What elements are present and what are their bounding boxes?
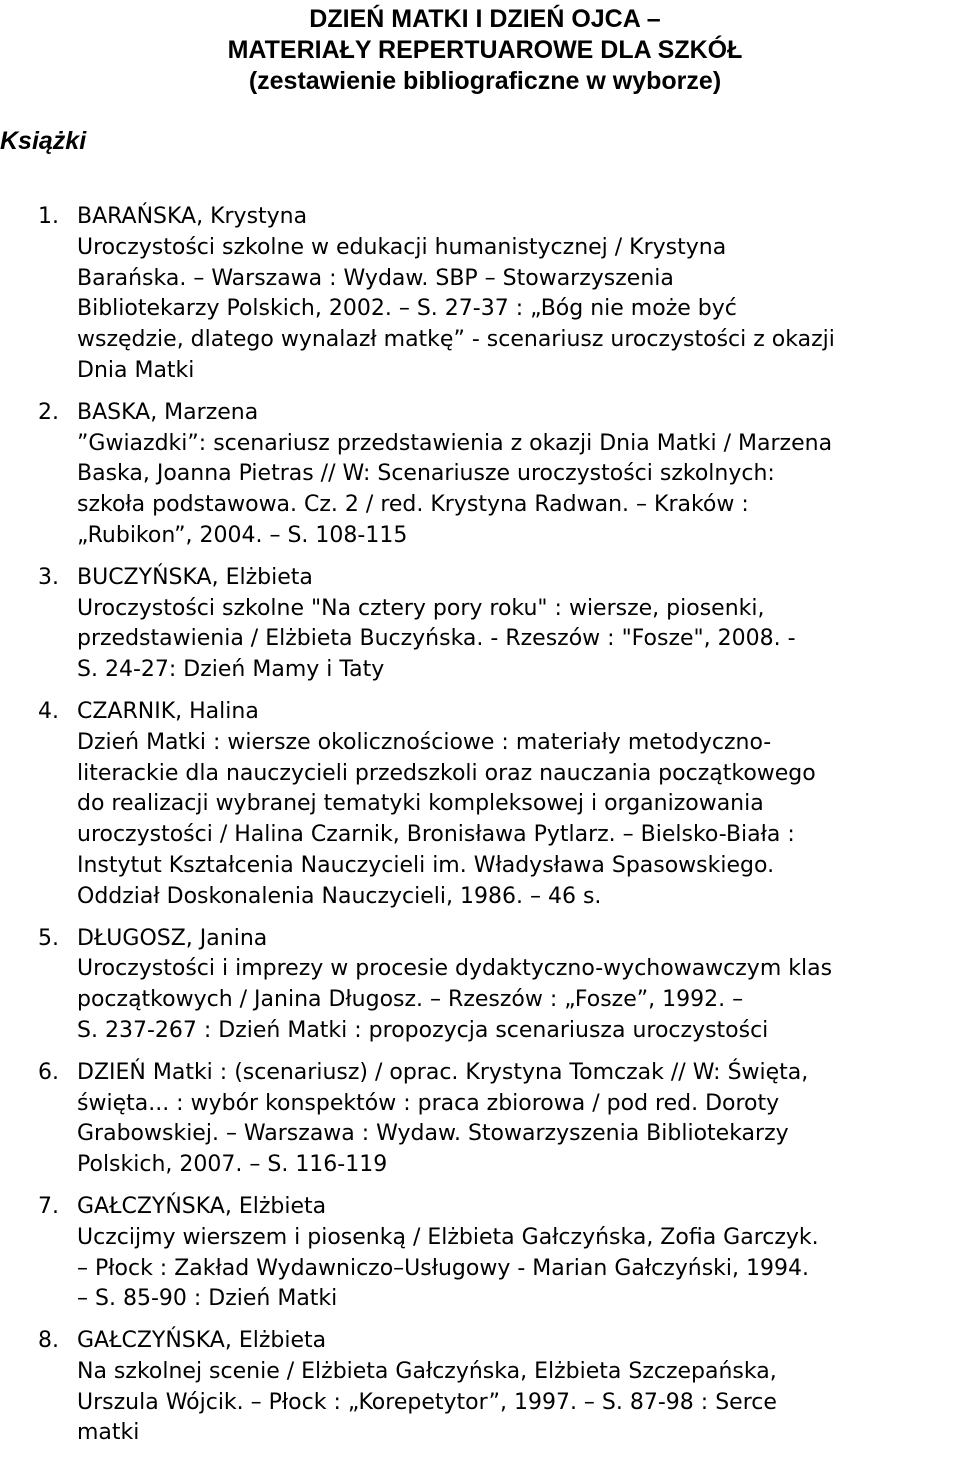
entry-line: BASKA, Marzena <box>77 399 259 425</box>
section-title-books: Książki <box>0 127 87 155</box>
entry-line: – S. 85-90 : Dzień Matki <box>77 1286 338 1312</box>
entry-line: Instytut Kształcenia Nauczycieli im. Władysława Spasowskiego. <box>77 852 775 878</box>
entry-line: Uroczystości i imprezy w procesie dydaktyczno-wychowawczym klas <box>77 956 833 982</box>
entry-line: Oddział Doskonalenia Nauczycieli, 1986. – 46 s. <box>77 883 602 909</box>
entry-line: Baska, Joanna Pietras // W: Scenariusze uroczystości szkolnych: <box>77 461 775 487</box>
entry-line: DZIEŃ Matki : (scenariusz) / oprac. Krystyna Tomczak // W: Święta, <box>77 1059 809 1085</box>
entry-line: Urszula Wójcik. – Płock : „Korepetytor”, 1997. – S. 87-98 : Serce <box>77 1389 777 1415</box>
bibliography-entry <box>0 1192 960 1315</box>
entry-line: BARAŃSKA, Krystyna <box>77 204 308 229</box>
entry-number: 4. <box>38 698 59 724</box>
entry-line: GAŁCZYŃSKA, Elżbieta <box>77 1328 327 1354</box>
entry-number: 6. <box>38 1059 59 1085</box>
entry-line: „Rubikon”, 2004. – S. 108-115 <box>77 522 408 548</box>
entry-line: do realizacji wybranej tematyki kompleksowej i organizowania <box>77 791 764 817</box>
entry-line: uroczystości / Halina Czarnik, Bronisława Pytlarz. – Bielsko-Biała : <box>77 822 795 848</box>
entry-line: Dnia Matki <box>77 357 195 383</box>
entry-number: 8. <box>38 1328 59 1354</box>
entry-line: – Płock : Zakład Wydawniczo–Usługowy - Marian Gałczyński, 1994. <box>77 1255 810 1281</box>
entry-line: BUCZYŃSKA, Elżbieta <box>77 564 313 590</box>
bibliography-entry <box>0 924 960 1047</box>
entry-line: Grabowskiej. – Warszawa : Wydaw. Stowarzyszenia Bibliotekarzy <box>77 1121 789 1147</box>
entry-line: wszędzie, dlatego wynalazł matkę” - scenariusz uroczystości z okazji <box>77 327 835 353</box>
header-title-line-2: MATERIAŁY REPERTUAROWE DLA SZKÓŁ <box>227 36 743 64</box>
entry-line: S. 237-267 : Dzień Matki : propozycja scenariusza uroczystości <box>77 1017 769 1043</box>
bibliography-entry <box>0 202 960 387</box>
entry-line: Uroczystości szkolne w edukacji humanistycznej / Krystyna <box>77 234 727 260</box>
entry-line: Uroczystości szkolne "Na cztery pory roku" : wiersze, piosenki, <box>77 595 765 621</box>
entry-line: CZARNIK, Halina <box>77 698 259 724</box>
entry-line: Polskich, 2007. – S. 116-119 <box>77 1152 388 1178</box>
bibliography-entry <box>0 563 960 686</box>
entry-number: 7. <box>38 1193 59 1219</box>
entry-line: ”Gwiazdki”: scenariusz przedstawienia z okazji Dnia Matki / Marzena <box>77 430 833 456</box>
document-header <box>0 4 960 97</box>
entry-line: szkoła podstawowa. Cz. 2 / red. Krystyna Radwan. – Kraków : <box>77 492 749 518</box>
entry-line: GAŁCZYŃSKA, Elżbieta <box>77 1193 327 1219</box>
entry-line: matki <box>77 1420 140 1446</box>
entry-line: Dzień Matki : wiersze okolicznościowe : materiały metodyczno- <box>77 729 772 755</box>
bibliography-entry <box>0 1326 960 1449</box>
header-title-line-1: DZIEŃ MATKI I DZIEŃ OJCA – <box>309 5 661 33</box>
bibliography-entry <box>0 1058 960 1181</box>
entry-line: Uczcijmy wierszem i piosenką / Elżbieta Gałczyńska, Zofia Garczyk. <box>77 1224 819 1250</box>
bibliography-list <box>0 202 960 1460</box>
bibliography-entry <box>0 398 960 552</box>
entry-number: 3. <box>38 564 59 590</box>
entry-line: Na szkolnej scenie / Elżbieta Gałczyńska, Elżbieta Szczepańska, <box>77 1358 777 1384</box>
entry-line: literackie dla nauczycieli przedszkoli oraz nauczania początkowego <box>77 760 816 786</box>
entry-line: święta... : wybór konspektów : praca zbiorowa / pod red. Doroty <box>77 1090 780 1116</box>
entry-number: 2. <box>38 399 59 425</box>
entry-line: początkowych / Janina Długosz. – Rzeszów : „Fosze”, 1992. – <box>77 987 744 1013</box>
entry-line: Barańska. – Warszawa : Wydaw. SBP – Stowarzyszenia <box>77 265 674 291</box>
bibliography-entry <box>0 697 960 913</box>
entry-number: 5. <box>38 925 59 951</box>
entry-line: DŁUGOSZ, Janina <box>77 925 268 951</box>
entry-line: S. 24-27: Dzień Mamy i Taty <box>77 657 385 683</box>
entry-line: przedstawienia / Elżbieta Buczyńska. - Rzeszów : "Fosze", 2008. - <box>77 626 796 652</box>
entry-line: Bibliotekarzy Polskich, 2002. – S. 27-37 : „Bóg nie może być <box>77 296 737 322</box>
header-subtitle: (zestawienie bibliograficzne w wyborze) <box>248 67 722 95</box>
entry-number: 1. <box>38 204 59 229</box>
